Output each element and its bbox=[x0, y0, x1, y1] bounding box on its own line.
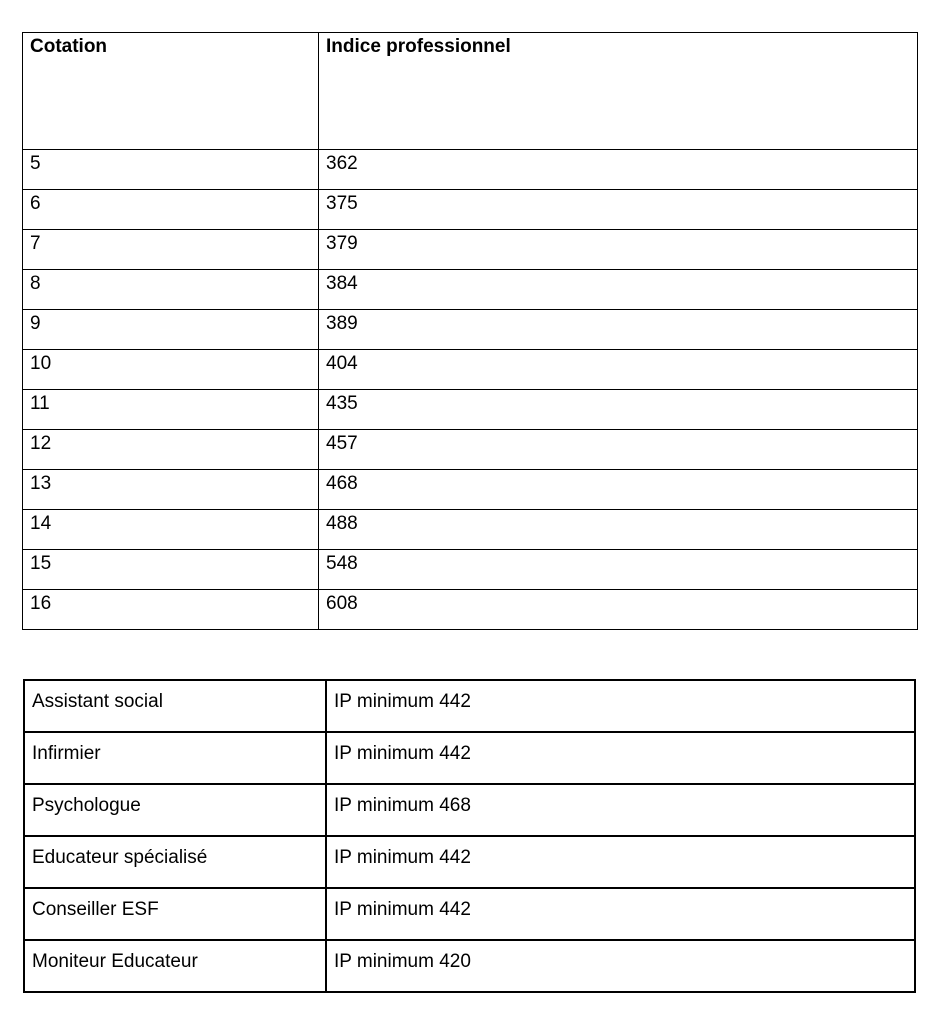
cotation-cell: 13 bbox=[23, 470, 319, 510]
ip-minimum-cell: IP minimum 442 bbox=[326, 888, 915, 940]
indice-cell: 379 bbox=[319, 230, 918, 270]
table-row bbox=[24, 940, 915, 992]
ip-minimum-table bbox=[23, 679, 916, 993]
ip-minimum-cell: IP minimum 442 bbox=[326, 836, 915, 888]
table-row bbox=[24, 784, 915, 836]
ip-minimum-cell: IP minimum 442 bbox=[326, 732, 915, 784]
profession-cell: Psychologue bbox=[24, 784, 326, 836]
table-row bbox=[23, 590, 918, 630]
indice-cell: 362 bbox=[319, 150, 918, 190]
cotation-cell: 6 bbox=[23, 190, 319, 230]
table-row bbox=[24, 888, 915, 940]
indice-cell: 548 bbox=[319, 550, 918, 590]
table-row bbox=[23, 510, 918, 550]
profession-cell: Infirmier bbox=[24, 732, 326, 784]
cotation-cell: 11 bbox=[23, 390, 319, 430]
indice-cell: 457 bbox=[319, 430, 918, 470]
table-row bbox=[23, 470, 918, 510]
indice-cell: 384 bbox=[319, 270, 918, 310]
cotation-cell: 7 bbox=[23, 230, 319, 270]
indice-cell: 404 bbox=[319, 350, 918, 390]
table-row bbox=[24, 732, 915, 784]
cotation-cell: 15 bbox=[23, 550, 319, 590]
table-row bbox=[23, 350, 918, 390]
cotation-header-row bbox=[23, 33, 918, 150]
table-row bbox=[23, 230, 918, 270]
cotation-cell: 9 bbox=[23, 310, 319, 350]
indice-cell: 375 bbox=[319, 190, 918, 230]
table-row bbox=[24, 836, 915, 888]
table-row bbox=[23, 430, 918, 470]
cotation-cell: 10 bbox=[23, 350, 319, 390]
profession-cell: Assistant social bbox=[24, 680, 326, 732]
cotation-table bbox=[22, 32, 918, 630]
header-indice-professionnel: Indice professionnel bbox=[319, 33, 918, 150]
cotation-cell: 14 bbox=[23, 510, 319, 550]
table-row bbox=[23, 310, 918, 350]
indice-cell: 389 bbox=[319, 310, 918, 350]
table-row bbox=[23, 150, 918, 190]
table-row bbox=[23, 190, 918, 230]
indice-cell: 608 bbox=[319, 590, 918, 630]
indice-cell: 468 bbox=[319, 470, 918, 510]
table-row bbox=[23, 270, 918, 310]
table-row bbox=[24, 680, 915, 732]
cotation-cell: 8 bbox=[23, 270, 319, 310]
indice-cell: 435 bbox=[319, 390, 918, 430]
profession-cell: Conseiller ESF bbox=[24, 888, 326, 940]
ip-minimum-cell: IP minimum 468 bbox=[326, 784, 915, 836]
indice-cell: 488 bbox=[319, 510, 918, 550]
cotation-cell: 5 bbox=[23, 150, 319, 190]
table-row bbox=[23, 390, 918, 430]
cotation-cell: 16 bbox=[23, 590, 319, 630]
cotation-cell: 12 bbox=[23, 430, 319, 470]
ip-minimum-cell: IP minimum 420 bbox=[326, 940, 915, 992]
profession-cell: Moniteur Educateur bbox=[24, 940, 326, 992]
ip-minimum-cell: IP minimum 442 bbox=[326, 680, 915, 732]
table-row bbox=[23, 550, 918, 590]
profession-cell: Educateur spécialisé bbox=[24, 836, 326, 888]
header-cotation: Cotation bbox=[23, 33, 319, 150]
